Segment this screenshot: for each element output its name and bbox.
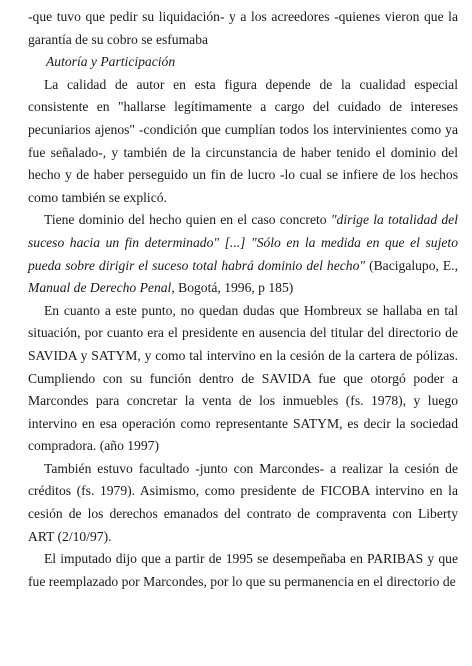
book-title: Manual de Derecho Penal: [28, 280, 172, 296]
paragraph-continuation: -que tuvo que pedir su liquidación- y a los acreedores -quienes vieron que la garantía de su cobro se esfumaba: [28, 9, 458, 47]
paragraph-credits: También estuvo facultado -junto con Marcondes- a realizar la cesión de créditos (fs. 1979). Asimismo, como presidente de FICOBA intervino en la cesión de los derechos emanados del contrato de compraventa con Liberty ART (2/10/97).: [28, 460, 458, 544]
paragraph-domain-of-act: [28, 209, 458, 299]
paragraph-authorship: La calidad de autor en esta figura depende de la cualidad especial consistente en "hallarse legítimamente a cargo del cuidado de intereses pecuniarios ajenos" -condición que cumplían todos los intervinientes como ya fue señalado-, y también de la circunstancia de haber tenido el dominio del hecho y de haber perseguido un fin de lucro -lo cual se infiere de los hechos como también se explicó.: [28, 76, 458, 205]
paragraph-imputado: El imputado dijo que a partir de 1995 se desempeñaba en PARIBAS y que fue reemplazado por Marcondes, por lo que su permanencia en el directorio de: [28, 551, 458, 589]
citation-end: , Bogotá, 1996, p 185): [171, 280, 294, 296]
paragraph-text: Tiene dominio del hecho quien en el caso concreto: [44, 212, 331, 228]
section-heading: Autoría y Participación: [46, 54, 176, 70]
quote-text: "dirige la totalidad del suceso hacia un fin determinado" [...] "Sólo en la medida en que el sujeto pueda sobre dirigir el suceso total habrá dominio del hecho": [28, 212, 458, 273]
paragraph-hombreux: En cuanto a este punto, no quedan dudas que Hombreux se hallaba en tal situación, por cuanto era el presidente en ausencia del titular del directorio de SAVIDA y SATYM, y como tal intervino en la cesión de la cartera de pólizas. Cumpliendo con su función dentro de SAVIDA fue que otorgó poder a Marcondes para concretar la venta de los inmuebles (fs. 1978), y luego intervino en esa operación como representante SATYM, es decir la sociedad compradora. (año 1997): [28, 302, 458, 454]
citation-text: (Bacigalupo, E.,: [365, 257, 458, 273]
